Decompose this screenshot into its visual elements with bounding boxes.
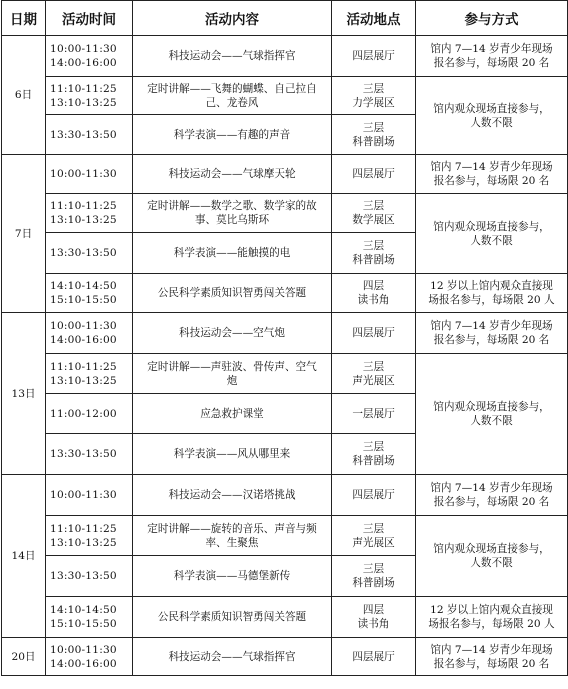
cell-line: 定时讲解——数学之歌、数学家的故 — [147, 200, 317, 212]
cell-line: 科普剧场 — [352, 577, 395, 589]
table-row — [2, 194, 568, 233]
time-cell — [46, 115, 133, 155]
time-cell — [46, 556, 133, 597]
content-cell — [133, 475, 332, 516]
table-row — [2, 354, 568, 394]
header-row — [2, 1, 568, 36]
content-cell — [133, 434, 332, 475]
cell-line: 读书角 — [357, 618, 390, 630]
participation-cell — [416, 274, 568, 313]
cell-line: 一层展厅 — [352, 407, 395, 420]
table-row — [2, 77, 568, 115]
location-cell — [332, 394, 416, 434]
cell-line: 科学表演——有趣的声音 — [173, 128, 291, 141]
header-time: 活动时间 — [46, 1, 133, 36]
location-cell — [332, 354, 416, 394]
cell-line: 馆内观众现场直接参与， — [433, 543, 550, 555]
time-cell — [46, 638, 133, 676]
cell-line: 13:10-13:25 — [50, 536, 117, 549]
content-cell — [133, 597, 332, 638]
cell-line: 13:30-13:50 — [50, 128, 117, 141]
location-cell — [332, 155, 416, 194]
cell-line: 11:10-11:25 — [50, 522, 117, 535]
table-row — [2, 597, 568, 638]
content-cell — [133, 354, 332, 394]
location-cell — [332, 556, 416, 597]
cell-line: 事、莫比乌斯环 — [194, 214, 270, 226]
date-cell: 13日 — [2, 313, 46, 475]
cell-line: 13:10-13:25 — [50, 96, 117, 109]
time-cell — [46, 354, 133, 394]
cell-line: 馆内观众现场直接参与， — [433, 220, 550, 233]
cell-line: 科学表演——能触摸的电 — [173, 247, 291, 259]
cell-line: 14:00-16:00 — [50, 657, 117, 670]
participation-cell — [416, 638, 568, 676]
location-cell — [332, 194, 416, 233]
cell-line: 应急救护课堂 — [200, 407, 264, 420]
cell-line: 科普剧场 — [352, 254, 395, 266]
time-cell — [46, 313, 133, 354]
cell-line: 13:30-13:50 — [50, 570, 117, 582]
participation-cell — [416, 313, 568, 354]
cell-line: 三层 — [362, 441, 385, 453]
date-cell: 14日 — [2, 475, 46, 638]
location-cell — [332, 274, 416, 313]
time-cell — [46, 77, 133, 115]
cell-line: 三层 — [362, 522, 385, 535]
cell-line: 率、生聚焦 — [205, 536, 259, 549]
cell-line: 科学表演——马德堡新传 — [173, 570, 291, 582]
cell-line: 定时讲解——声驻波、骨传声、空气 — [147, 360, 317, 373]
content-cell — [133, 274, 332, 313]
cell-line: 定时讲解——飞舞的蝴蝶、自己拉自 — [147, 82, 317, 95]
cell-line: 11:10-11:25 — [50, 200, 117, 212]
cell-line: 科技运动会——汉诺塔挑战 — [168, 489, 296, 501]
content-cell — [133, 36, 332, 77]
cell-line: 10:00-11:30 — [50, 43, 117, 55]
cell-line: 三层 — [362, 121, 385, 134]
cell-line: 13:30-13:50 — [50, 448, 117, 460]
participation-cell — [416, 475, 568, 516]
cell-line: 四层展厅 — [352, 50, 395, 62]
header-content: 活动内容 — [133, 1, 332, 36]
cell-line: 四层 — [362, 280, 385, 292]
cell-line: 10:00-11:30 — [50, 320, 117, 332]
participation-cell — [416, 155, 568, 194]
header-date: 日期 — [2, 1, 46, 36]
time-cell — [46, 233, 133, 274]
location-cell — [332, 475, 416, 516]
content-cell — [133, 638, 332, 676]
cell-line: 11:10-11:25 — [50, 82, 117, 95]
table-row — [2, 274, 568, 313]
cell-line: 人数不限 — [470, 415, 513, 427]
cell-line: 炮 — [226, 374, 238, 387]
cell-line: 定时讲解——旋转的音乐、声音与频 — [147, 522, 317, 535]
content-cell — [133, 115, 332, 155]
table-row — [2, 36, 568, 77]
cell-line: 13:10-13:25 — [50, 374, 117, 387]
cell-line: 10:00-11:30 — [50, 643, 117, 656]
cell-line: 场报名参与，每场限 20 人 — [428, 618, 555, 630]
cell-line: 13:10-13:25 — [50, 214, 117, 226]
time-cell — [46, 194, 133, 233]
participation-cell — [416, 194, 568, 274]
cell-line: 人数不限 — [470, 116, 513, 129]
cell-line: 四层展厅 — [352, 650, 395, 663]
cell-line: 报名参与，每场限 20 名 — [433, 57, 550, 69]
cell-line: 声光展区 — [352, 536, 395, 549]
location-cell — [332, 233, 416, 274]
cell-line: 10:00-11:30 — [50, 168, 117, 180]
content-cell — [133, 155, 332, 194]
cell-line: 三层 — [362, 240, 385, 252]
cell-line: 三层 — [362, 82, 385, 95]
date-cell: 6日 — [2, 36, 46, 155]
location-cell — [332, 36, 416, 77]
time-cell — [46, 274, 133, 313]
cell-line: 馆内 7—14 岁青少年现场 — [430, 643, 553, 656]
cell-line: 科技运动会——气球摩天轮 — [168, 168, 296, 180]
cell-line: 场报名参与，每场限 20 人 — [428, 294, 555, 306]
time-cell — [46, 394, 133, 434]
content-cell — [133, 394, 332, 434]
location-cell — [332, 434, 416, 475]
location-cell — [332, 313, 416, 354]
time-cell — [46, 597, 133, 638]
participation-cell — [416, 597, 568, 638]
cell-line: 13:30-13:50 — [50, 247, 117, 259]
cell-line: 报名参与，每场限 20 名 — [433, 657, 550, 670]
location-cell — [332, 77, 416, 115]
cell-line: 声光展区 — [352, 374, 395, 387]
table-row — [2, 313, 568, 354]
cell-line: 11:00-12:00 — [50, 407, 117, 420]
cell-line: 四层展厅 — [352, 489, 395, 501]
cell-line: 馆内观众现场直接参与， — [433, 102, 550, 115]
cell-line: 馆内观众现场直接参与， — [433, 401, 550, 413]
time-cell — [46, 36, 133, 77]
cell-line: 人数不限 — [470, 234, 513, 247]
cell-line: 人数不限 — [470, 557, 513, 569]
cell-line: 报名参与，每场限 20 名 — [433, 334, 550, 346]
activity-schedule-table — [1, 0, 568, 676]
table-row — [2, 516, 568, 556]
header-participation: 参与方式 — [416, 1, 568, 36]
time-cell — [46, 475, 133, 516]
cell-line: 科普剧场 — [352, 455, 395, 467]
time-cell — [46, 434, 133, 475]
cell-line: 馆内 7—14 岁青少年现场 — [430, 43, 553, 55]
table-row — [2, 638, 568, 676]
cell-line: 14:00-16:00 — [50, 334, 117, 346]
cell-line: 14:10-14:50 — [50, 604, 117, 616]
cell-line: 三层 — [362, 563, 385, 575]
cell-line: 11:10-11:25 — [50, 360, 117, 373]
cell-line: 科技运动会——气球指挥官 — [168, 50, 296, 62]
table-row — [2, 475, 568, 516]
cell-line: 12 岁以上馆内观众直接现 — [430, 604, 553, 616]
cell-line: 馆内 7—14 岁青少年现场 — [430, 482, 553, 494]
content-cell — [133, 194, 332, 233]
cell-line: 14:10-14:50 — [50, 280, 117, 292]
cell-line: 科学表演——风从哪里来 — [173, 448, 291, 460]
content-cell — [133, 313, 332, 354]
participation-cell — [416, 354, 568, 475]
cell-line: 读书角 — [357, 294, 390, 306]
cell-line: 三层 — [362, 200, 385, 212]
date-cell: 7日 — [2, 155, 46, 313]
location-cell — [332, 115, 416, 155]
cell-line: 12 岁以上馆内观众直接现 — [430, 280, 553, 292]
cell-line: 15:10-15:50 — [50, 618, 117, 630]
cell-line: 力学展区 — [352, 96, 395, 109]
time-cell — [46, 516, 133, 556]
content-cell — [133, 233, 332, 274]
cell-line: 科普剧场 — [352, 135, 395, 148]
cell-line: 三层 — [362, 360, 385, 373]
cell-line: 四层展厅 — [352, 327, 395, 339]
date-cell: 20日 — [2, 638, 46, 676]
cell-line: 公民科学素质知识智勇闯关答题 — [157, 611, 307, 623]
cell-line: 己、龙卷风 — [205, 96, 259, 109]
cell-line: 15:10-15:50 — [50, 294, 117, 306]
time-cell — [46, 155, 133, 194]
content-cell — [133, 516, 332, 556]
participation-cell — [416, 36, 568, 77]
cell-line: 报名参与，每场限 20 名 — [433, 496, 550, 508]
participation-cell — [416, 516, 568, 597]
cell-line: 四层展厅 — [352, 168, 395, 180]
cell-line: 馆内 7—14 岁青少年现场 — [430, 320, 553, 332]
cell-line: 10:00-11:30 — [50, 489, 117, 501]
table-row — [2, 155, 568, 194]
content-cell — [133, 77, 332, 115]
cell-line: 科技运动会——气球指挥官 — [168, 650, 296, 663]
cell-line: 四层 — [362, 604, 385, 616]
header-location: 活动地点 — [332, 1, 416, 36]
location-cell — [332, 638, 416, 676]
cell-line: 馆内 7—14 岁青少年现场 — [430, 161, 553, 173]
cell-line: 科技运动会——空气炮 — [179, 327, 285, 339]
content-cell — [133, 556, 332, 597]
schedule-body — [2, 36, 568, 676]
location-cell — [332, 516, 416, 556]
cell-line: 报名参与，每场限 20 名 — [433, 175, 550, 187]
cell-line: 14:00-16:00 — [50, 57, 117, 69]
cell-line: 公民科学素质知识智勇闯关答题 — [157, 287, 307, 299]
cell-line: 数学展区 — [352, 214, 395, 226]
participation-cell — [416, 77, 568, 155]
location-cell — [332, 597, 416, 638]
